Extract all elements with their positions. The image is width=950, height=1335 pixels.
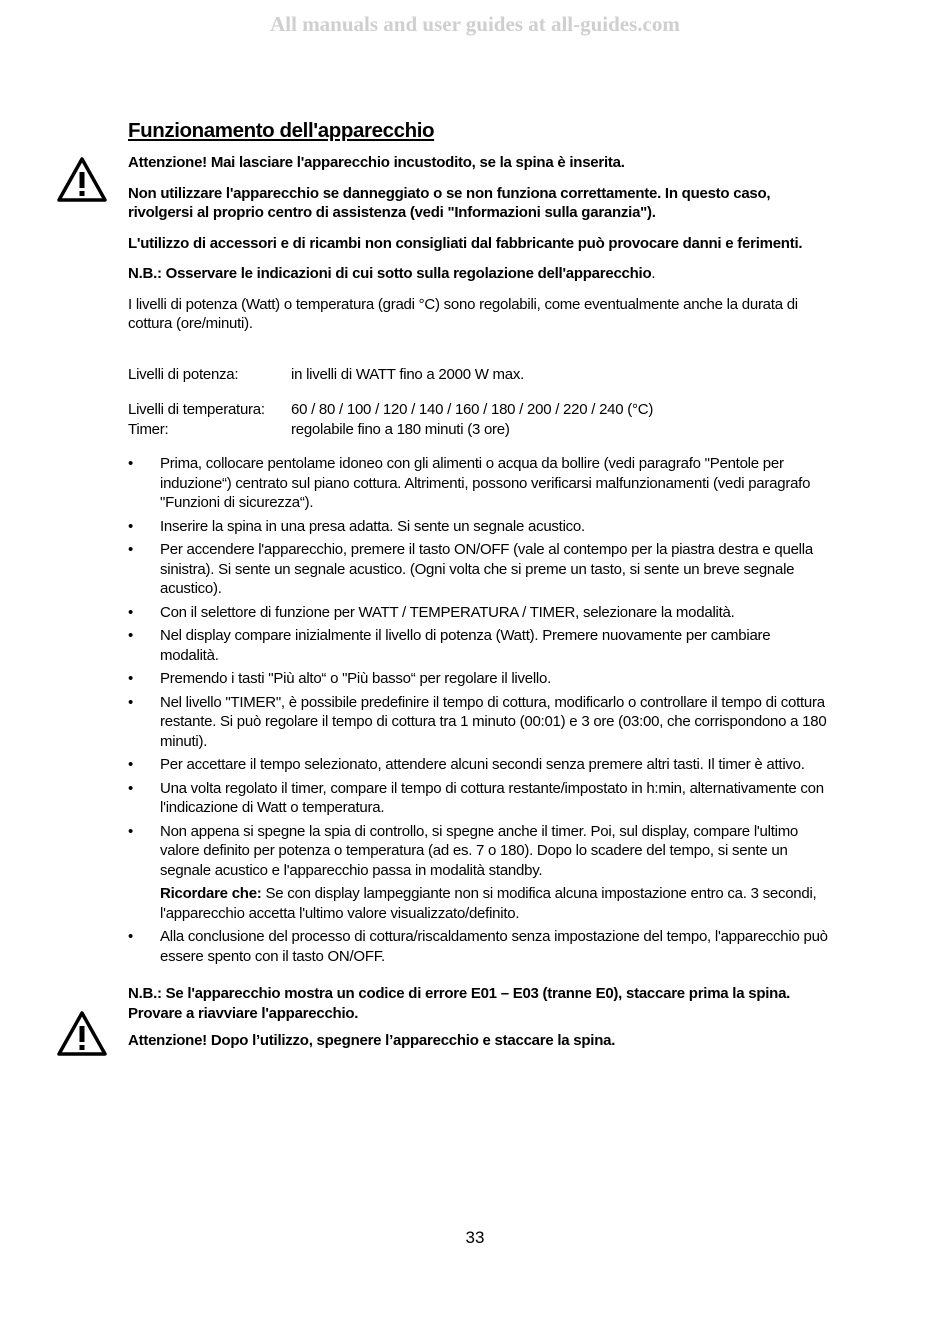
list-item — [128, 693, 828, 752]
list-item — [128, 603, 828, 623]
list-item — [128, 755, 828, 775]
list-item — [128, 822, 828, 881]
page-content — [128, 118, 828, 1051]
bullet: • — [128, 779, 134, 797]
spec-value: 60 / 80 / 100 / 120 / 140 / 160 / 180 / 200 / 220 / 240 (°C) — [291, 401, 654, 418]
list-item-text: Con il selettore di funzione per WATT / TEMPERATURA / TIMER, selezionare la modalità. — [160, 603, 735, 621]
list-item-text: Prima, collocare pentolame idoneo con gli alimenti o acqua da bollire (vedi paragrafo "Pentole per induzione“) centrato sul piano cottura. Altrimenti, possono verificarsi malfunzionamenti (vedi paragrafo "Funzioni di sicurezza“). — [160, 455, 811, 511]
reminder-note — [128, 884, 828, 923]
list-item-text: Inserire la spina in una presa adatta. Si sente un segnale acustico. — [160, 517, 585, 535]
bullet: • — [128, 603, 134, 621]
bullet: • — [128, 928, 134, 945]
nb-error-code: N.B.: Se l'apparecchio mostra un codice di errore E01 – E03 (tranne E0), staccare prima la spina. Provare a riavviare l'apparecchio. — [128, 985, 791, 1022]
list-item — [128, 669, 828, 689]
bullet: • — [128, 517, 134, 535]
list-item — [128, 626, 828, 665]
bullet: • — [128, 627, 134, 644]
list-item-text: Una volta regolato il timer, compare il tempo di cottura restante/impostato in h:min, alternativamente con l'indicazione di Watt o temperatura. — [160, 779, 824, 816]
list-item-text: Per accendere l'apparecchio, premere il tasto ON/OFF (vale al contempo per la piastra destra e quella sinistra). Si sente un segnale acustico. (Ogni volta che si preme un tasto, si sente un breve segnale acustico). — [160, 541, 813, 597]
spec-row — [128, 400, 828, 420]
list-item-text: Alla conclusione del processo di cottura/riscaldamento senza impostazione del tempo, l'apparecchio può essere spento con il tasto ON/OFF. — [160, 928, 828, 965]
spec-label: Timer: — [128, 420, 169, 438]
list-item — [128, 779, 828, 818]
nb-intro — [128, 264, 828, 284]
watermark: All manuals and user guides at all-guides.com — [270, 12, 680, 36]
instruction-list-end — [128, 927, 828, 966]
nb-intro-period: . — [651, 265, 656, 282]
bullet: • — [128, 455, 134, 472]
spec-label: Livelli di temperatura: — [128, 401, 265, 418]
list-item — [128, 540, 828, 599]
bullet: • — [128, 670, 134, 687]
spec-value: in livelli di WATT fino a 2000 W max. — [291, 365, 525, 383]
list-item-text: Nel display compare inizialmente il livello di potenza (Watt). Premere nuovamente per cambiare modalità. — [160, 627, 771, 664]
spec-label: Livelli di potenza: — [128, 365, 239, 383]
final-warning: Attenzione! Dopo l’utilizzo, spegnere l’apparecchio e staccare la spina. — [128, 1032, 616, 1049]
bullet: • — [128, 693, 134, 711]
intro-paragraph: I livelli di potenza (Watt) o temperatura (gradi °C) sono regolabili, come eventualmente anche la durata di cottura (ore/minuti). — [128, 295, 798, 332]
list-item — [128, 454, 828, 513]
warning-damaged: Non utilizzare l'apparecchio se danneggiato o se non funziona correttamente. In questo caso, rivolgersi al proprio centro di assistenza (vedi "Informazioni sulla garanzia"). — [128, 184, 771, 221]
reminder-label: Ricordare che: — [160, 885, 262, 902]
warning-triangle-icon — [56, 1009, 108, 1057]
instruction-list — [128, 454, 828, 880]
warning-triangle-icon — [56, 155, 108, 203]
nb-intro-text: N.B.: Osservare le indicazioni di cui sotto sulla regolazione dell'apparecchio — [128, 265, 652, 282]
list-item-text: Premendo i tasti "Più alto“ o "Più basso“ per regolare il livello. — [160, 670, 552, 687]
list-item — [128, 927, 828, 966]
list-item — [128, 517, 828, 537]
list-item-text: Per accettare il tempo selezionato, attendere alcuni secondi senza premere altri tasti. Il timer è attivo. — [160, 756, 805, 773]
page-number: 33 — [465, 1228, 485, 1247]
section-title: Funzionamento dell'apparecchio — [128, 119, 435, 142]
warning-accessories: L'utilizzo di accessori e di ricambi non consigliati dal fabbricante può provocare danni e ferimenti. — [128, 234, 803, 252]
warning-unattended: Attenzione! Mai lasciare l'apparecchio incustodito, se la spina è inserita. — [128, 154, 625, 171]
list-item-text: Nel livello "TIMER", è possibile predefinire il tempo di cottura, modificarlo o controllare il tempo di cottura restante. Si può regolare il tempo di cottura tra 1 minuto (00:01) e 3 ore (03:00, che corrispondono a 180 minuti). — [160, 693, 827, 750]
spec-value: regolabile fino a 180 minuti (3 ore) — [291, 420, 510, 438]
spec-row — [128, 420, 828, 440]
spec-row — [128, 365, 828, 385]
reminder-text: Se con display lampeggiante non si modifica alcuna impostazione entro ca. 3 secondi, l'apparecchio accetta l'ultimo valore visualizzato/definito. — [160, 885, 817, 922]
bullet: • — [128, 822, 134, 840]
list-item-text: Non appena si spegne la spia di controllo, si spegne anche il timer. Poi, sul display, compare l'ultimo valore definito per potenza o temperatura (ad es. 7 o 180). Dopo lo scadere del tempo, si sente un segnale acustico e l'apparecchio passa in modalità standby. — [160, 822, 799, 879]
bullet: • — [128, 756, 134, 773]
bullet: • — [128, 541, 134, 558]
